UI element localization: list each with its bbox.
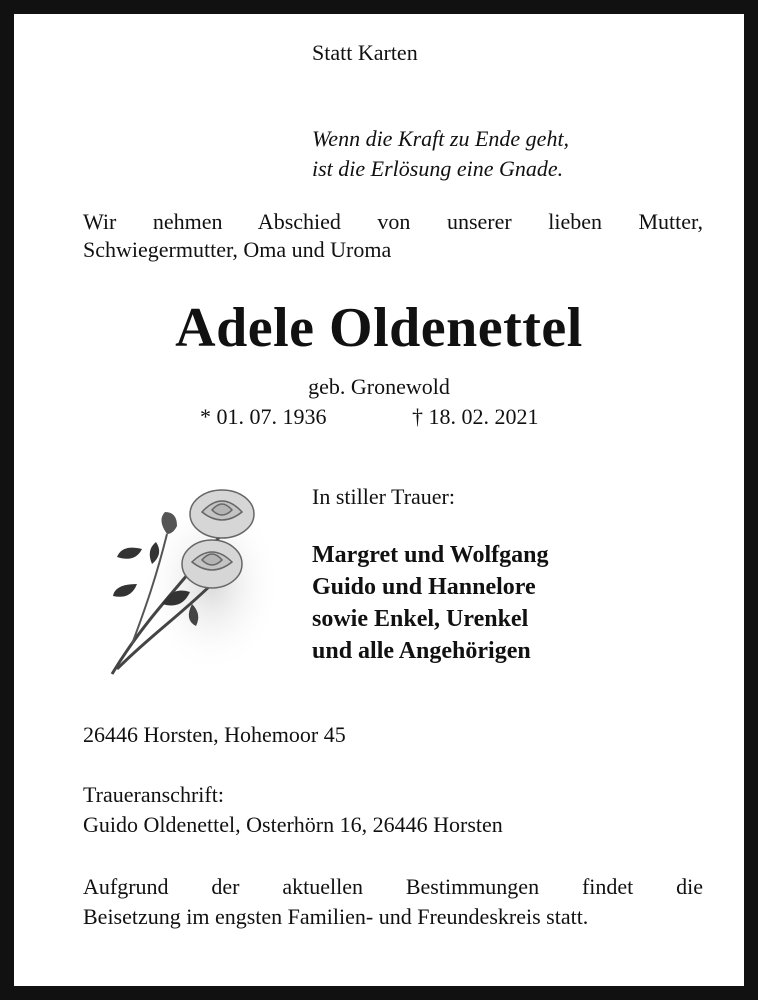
closing-line-2: Beisetzung im engsten Familien- und Freundeskreis statt. xyxy=(83,904,589,929)
residence-address: 26446 Horsten, Hohemoor 45 xyxy=(83,722,346,747)
intro-line-2: Schwiegermutter, Oma und Uroma xyxy=(83,237,392,262)
intro-text xyxy=(83,208,703,264)
verse-line-1: Wenn die Kraft zu Ende geht, xyxy=(312,126,570,151)
intro-line-1: Wir nehmen Abschied von unserer lieben Mutter, xyxy=(83,209,703,234)
mourning-address: Guido Oldenettel, Osterhörn 16, 26446 Horsten xyxy=(83,812,503,837)
mourner-line: Guido und Hannelore xyxy=(312,574,536,600)
header-text: Statt Karten xyxy=(312,40,418,65)
roses-icon xyxy=(72,464,282,699)
death-date: † 18. 02. 2021 xyxy=(412,404,539,429)
mourners-label: In stiller Trauer: xyxy=(312,484,455,509)
closing-line-1: Aufgrund der aktuellen Bestimmungen findet die xyxy=(83,874,703,899)
birth-date: * 01. 07. 1936 xyxy=(200,404,327,429)
mourner-line: sowie Enkel, Urenkel xyxy=(312,606,529,632)
mourner-line: und alle Angehörigen xyxy=(312,638,531,664)
maiden-name: geb. Gronewold xyxy=(308,374,450,399)
deceased-name: Adele Oldenettel xyxy=(175,297,583,359)
mourner-line: Margret und Wolfgang xyxy=(312,542,549,568)
mourning-address-label: Traueranschrift: xyxy=(83,782,224,807)
verse-line-2: ist die Erlösung eine Gnade. xyxy=(312,156,564,181)
